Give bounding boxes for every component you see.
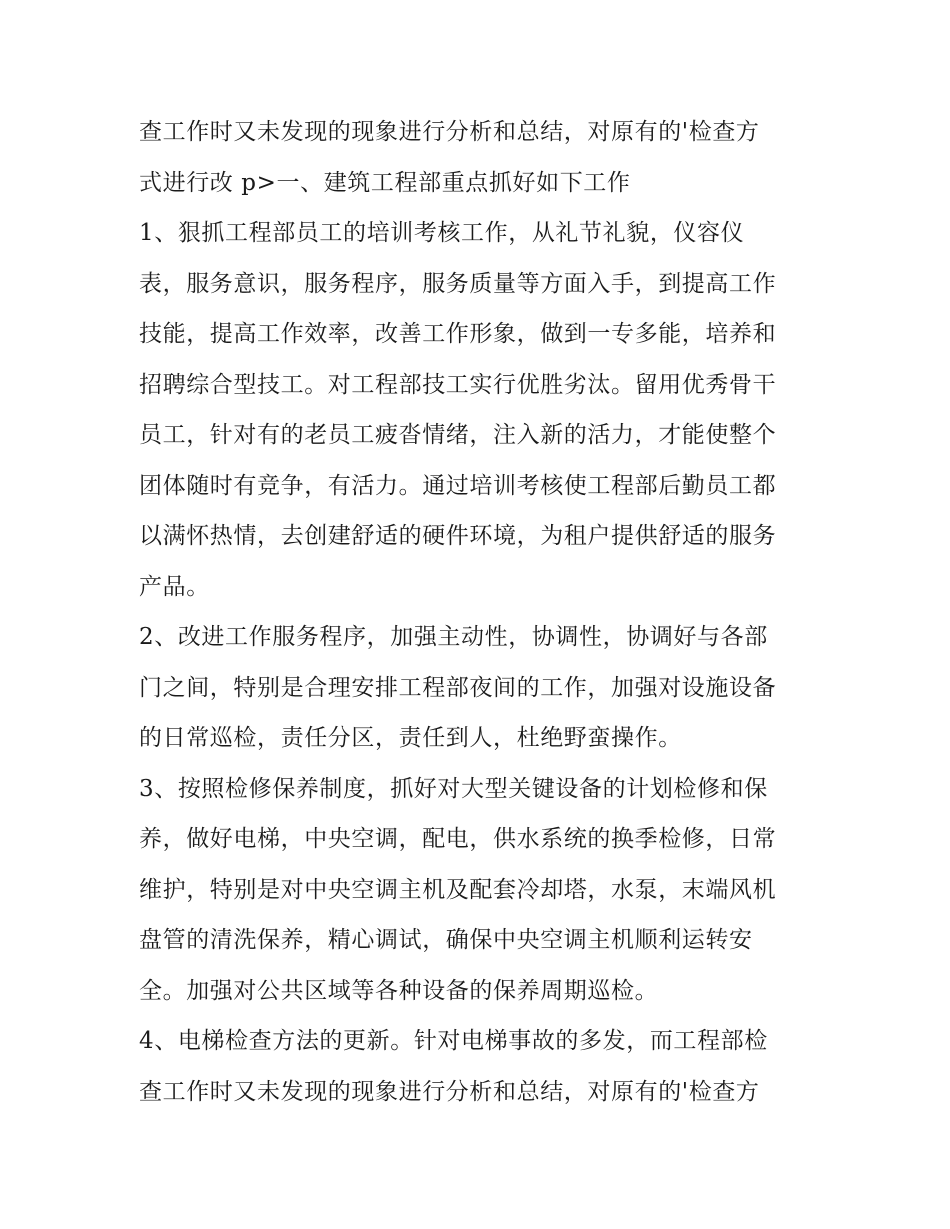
text-line: 产品。 — [139, 573, 210, 600]
text-line: 查工作时又未发现的现象进行分析和总结，对原有的'检查方 — [139, 119, 760, 145]
text-line: 团体随时有竞争，有活力。通过培训考核使工程部后勤员工都 — [139, 472, 777, 499]
text-line: 维护，特别是对中央空调主机及配套冷却塔，水泵，末端风机 — [139, 876, 777, 903]
text-line: 盘管的清洗保养，精心调试，确保中央空调主机顺利运转安 — [139, 927, 753, 953]
text-line: 全。加强对公共区域等各种设备的保养周期巡检。 — [139, 977, 659, 1004]
text-line: 式进行改 p>一、建筑工程部重点抓好如下工作 — [139, 169, 631, 196]
text-line: 的日常巡检，责任分区，责任到人，杜绝野蛮操作。 — [139, 725, 682, 751]
text-line: 查工作时又未发现的现象进行分析和总结，对原有的'检查方 — [139, 1078, 760, 1105]
text-line: 4、电梯检查方法的更新。针对电梯事故的多发，而工程部检 — [139, 1028, 768, 1054]
text-line: 2、改进工作服务程序，加强主动性，协调性，协调好与各部 — [139, 624, 768, 650]
text-line: 1、狠抓工程部员工的培训考核工作，从礼节礼貌，仪容仪 — [139, 220, 745, 246]
text-line: 员工，针对有的老员工疲沓情绪，注入新的活力，才能使整个 — [139, 422, 777, 448]
text-line: 以满怀热情，去创建舒适的硬件环境，为租户提供舒适的服务 — [139, 523, 777, 549]
document-body — [139, 107, 819, 1117]
text-line: 表，服务意识，服务程序，服务质量等方面入手，到提高工作 — [139, 270, 777, 297]
text-line: 门之间，特别是合理安排工程部夜间的工作，加强对设施设备 — [139, 674, 777, 701]
text-line: 养，做好电梯，中央空调，配电，供水系统的换季检修，日常 — [139, 826, 777, 852]
text-line: 技能，提高工作效率，改善工作形象，做到一专多能，培养和 — [139, 321, 777, 347]
text-line: 3、按照检修保养制度，抓好对大型关键设备的计划检修和保 — [139, 775, 768, 802]
text-line: 招聘综合型技工。对工程部技工实行优胜劣汰。留用优秀骨干 — [139, 371, 777, 398]
